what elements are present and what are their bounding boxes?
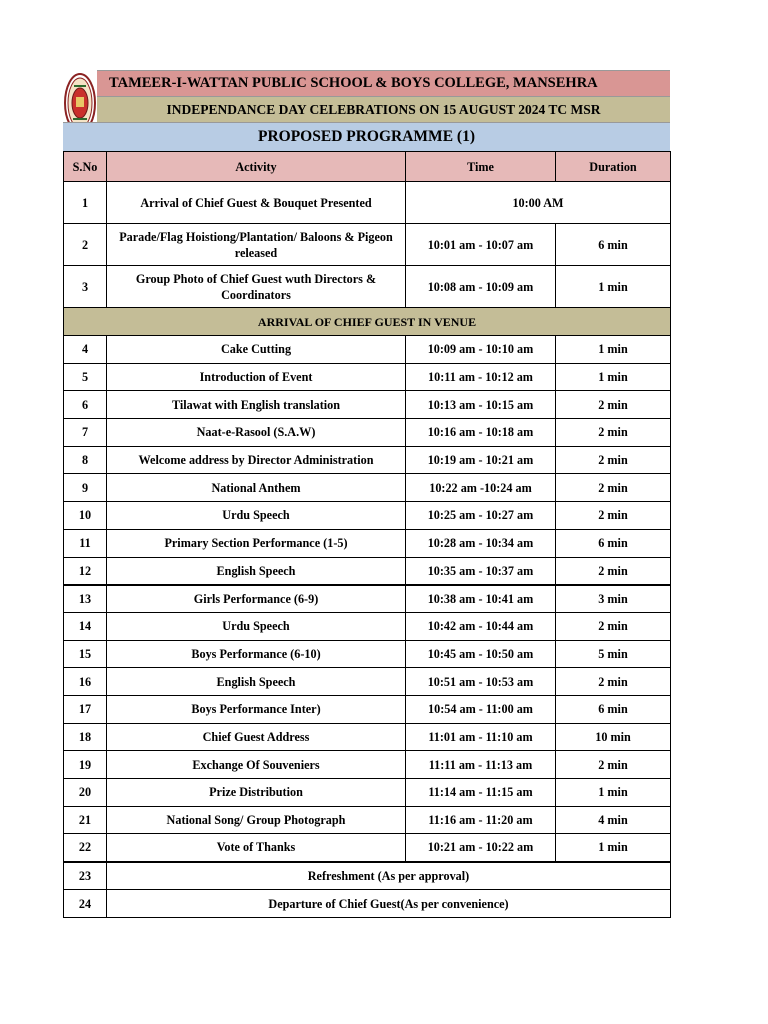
table-row xyxy=(64,529,671,557)
cell-time: 11:01 am - 11:10 am xyxy=(406,723,556,751)
cell-activity: Welcome address by Director Administration xyxy=(107,446,406,474)
cell-duration: 2 min xyxy=(556,419,671,447)
cell-activity: Refreshment (As per approval) xyxy=(107,862,671,890)
cell-time: 10:09 am - 10:10 am xyxy=(406,336,556,364)
cell-time: 10:13 am - 10:15 am xyxy=(406,391,556,419)
cell-duration: 2 min xyxy=(556,391,671,419)
cell-time: 11:16 am - 11:20 am xyxy=(406,806,556,834)
cell-sno: 1 xyxy=(64,182,107,224)
cell-time: 10:11 am - 10:12 am xyxy=(406,363,556,391)
cell-duration: 6 min xyxy=(556,224,671,266)
cell-duration: 2 min xyxy=(556,474,671,502)
table-row xyxy=(64,890,671,918)
cell-sno: 9 xyxy=(64,474,107,502)
cell-activity: Arrival of Chief Guest & Bouquet Presented xyxy=(107,182,406,224)
cell-activity: Chief Guest Address xyxy=(107,723,406,751)
cell-sno: 19 xyxy=(64,751,107,779)
cell-time: 10:54 am - 11:00 am xyxy=(406,695,556,723)
cell-duration: 1 min xyxy=(556,834,671,862)
cell-time: 10:01 am - 10:07 am xyxy=(406,224,556,266)
table-row xyxy=(64,695,671,723)
cell-activity: Cake Cutting xyxy=(107,336,406,364)
cell-activity: Parade/Flag Hoistiong/Plantation/ Baloons & Pigeon released xyxy=(107,224,406,266)
table-row xyxy=(64,182,671,224)
programme-sheet xyxy=(63,70,670,918)
cell-duration: 3 min xyxy=(556,585,671,613)
cell-sno: 4 xyxy=(64,336,107,364)
cell-sno: 7 xyxy=(64,419,107,447)
col-header-sno: S.No xyxy=(64,152,107,182)
col-header-time: Time xyxy=(406,152,556,182)
cell-sno: 20 xyxy=(64,779,107,807)
cell-activity: Boys Performance (6-10) xyxy=(107,640,406,668)
cell-sno: 22 xyxy=(64,834,107,862)
cell-activity: English Speech xyxy=(107,557,406,585)
table-row xyxy=(64,862,671,890)
cell-duration: 6 min xyxy=(556,529,671,557)
cell-duration: 1 min xyxy=(556,363,671,391)
section-row xyxy=(64,308,671,336)
table-row xyxy=(64,224,671,266)
header-block xyxy=(63,70,670,151)
table-row xyxy=(64,502,671,530)
cell-time: 10:21 am - 10:22 am xyxy=(406,834,556,862)
col-header-activity: Activity xyxy=(107,152,406,182)
table-row xyxy=(64,612,671,640)
cell-sno: 16 xyxy=(64,668,107,696)
cell-sno: 3 xyxy=(64,266,107,308)
cell-activity: National Song/ Group Photograph xyxy=(107,806,406,834)
cell-time: 10:42 am - 10:44 am xyxy=(406,612,556,640)
table-row xyxy=(64,806,671,834)
table-row xyxy=(64,266,671,308)
cell-duration: 10 min xyxy=(556,723,671,751)
cell-activity: Exchange Of Souveniers xyxy=(107,751,406,779)
cell-duration: 1 min xyxy=(556,266,671,308)
cell-duration: 4 min xyxy=(556,806,671,834)
cell-sno: 10 xyxy=(64,502,107,530)
cell-activity: Vote of Thanks xyxy=(107,834,406,862)
table-row xyxy=(64,446,671,474)
cell-duration: 2 min xyxy=(556,751,671,779)
cell-time: 10:45 am - 10:50 am xyxy=(406,640,556,668)
cell-time: 10:35 am - 10:37 am xyxy=(406,557,556,585)
table-header-row xyxy=(64,152,671,182)
cell-time: 11:11 am - 11:13 am xyxy=(406,751,556,779)
programme-table xyxy=(63,151,671,918)
cell-activity: Departure of Chief Guest(As per convenience) xyxy=(107,890,671,918)
cell-time: 10:51 am - 10:53 am xyxy=(406,668,556,696)
cell-time: 11:14 am - 11:15 am xyxy=(406,779,556,807)
cell-sno: 14 xyxy=(64,612,107,640)
cell-sno: 21 xyxy=(64,806,107,834)
cell-time: 10:22 am -10:24 am xyxy=(406,474,556,502)
cell-duration: 1 min xyxy=(556,336,671,364)
table-row xyxy=(64,474,671,502)
table-row xyxy=(64,723,671,751)
cell-time: 10:25 am - 10:27 am xyxy=(406,502,556,530)
cell-time: 10:38 am - 10:41 am xyxy=(406,585,556,613)
cell-time: 10:28 am - 10:34 am xyxy=(406,529,556,557)
col-header-duration: Duration xyxy=(556,152,671,182)
table-row xyxy=(64,779,671,807)
cell-sno: 15 xyxy=(64,640,107,668)
cell-duration: 2 min xyxy=(556,668,671,696)
school-name: TAMEER-I-WATTAN PUBLIC SCHOOL & BOYS COLLEGE, MANSEHRA xyxy=(97,70,670,96)
cell-sno: 12 xyxy=(64,557,107,585)
cell-sno: 8 xyxy=(64,446,107,474)
cell-activity: Urdu Speech xyxy=(107,612,406,640)
table-row xyxy=(64,751,671,779)
cell-sno: 23 xyxy=(64,862,107,890)
cell-sno: 24 xyxy=(64,890,107,918)
table-row xyxy=(64,391,671,419)
table-row xyxy=(64,585,671,613)
cell-duration: 5 min xyxy=(556,640,671,668)
cell-duration: 2 min xyxy=(556,502,671,530)
cell-activity: Introduction of Event xyxy=(107,363,406,391)
cell-activity: Tilawat with English translation xyxy=(107,391,406,419)
table-row xyxy=(64,363,671,391)
cell-sno: 17 xyxy=(64,695,107,723)
cell-activity: Prize Distribution xyxy=(107,779,406,807)
cell-sno: 6 xyxy=(64,391,107,419)
section-label: ARRIVAL OF CHIEF GUEST IN VENUE xyxy=(64,308,671,336)
cell-activity: Girls Performance (6-9) xyxy=(107,585,406,613)
cell-time: 10:00 AM xyxy=(406,182,671,224)
cell-sno: 5 xyxy=(64,363,107,391)
table-row xyxy=(64,336,671,364)
cell-sno: 2 xyxy=(64,224,107,266)
cell-activity: Urdu Speech xyxy=(107,502,406,530)
cell-activity: Boys Performance Inter) xyxy=(107,695,406,723)
table-row xyxy=(64,557,671,585)
cell-duration: 2 min xyxy=(556,557,671,585)
cell-duration: 2 min xyxy=(556,446,671,474)
cell-sno: 18 xyxy=(64,723,107,751)
programme-title: PROPOSED PROGRAMME (1) xyxy=(63,122,670,151)
cell-activity: Group Photo of Chief Guest wuth Directors & Coordinators xyxy=(107,266,406,308)
table-row xyxy=(64,834,671,862)
cell-activity: Naat-e-Rasool (S.A.W) xyxy=(107,419,406,447)
cell-activity: National Anthem xyxy=(107,474,406,502)
event-title: INDEPENDANCE DAY CELEBRATIONS ON 15 AUGUST 2024 TC MSR xyxy=(97,96,670,122)
table-row xyxy=(64,668,671,696)
cell-duration: 6 min xyxy=(556,695,671,723)
table-row xyxy=(64,419,671,447)
cell-activity: Primary Section Performance (1-5) xyxy=(107,529,406,557)
cell-sno: 13 xyxy=(64,585,107,613)
cell-time: 10:08 am - 10:09 am xyxy=(406,266,556,308)
cell-time: 10:19 am - 10:21 am xyxy=(406,446,556,474)
cell-duration: 1 min xyxy=(556,779,671,807)
cell-sno: 11 xyxy=(64,529,107,557)
cell-duration: 2 min xyxy=(556,612,671,640)
cell-time: 10:16 am - 10:18 am xyxy=(406,419,556,447)
cell-activity: English Speech xyxy=(107,668,406,696)
table-row xyxy=(64,640,671,668)
